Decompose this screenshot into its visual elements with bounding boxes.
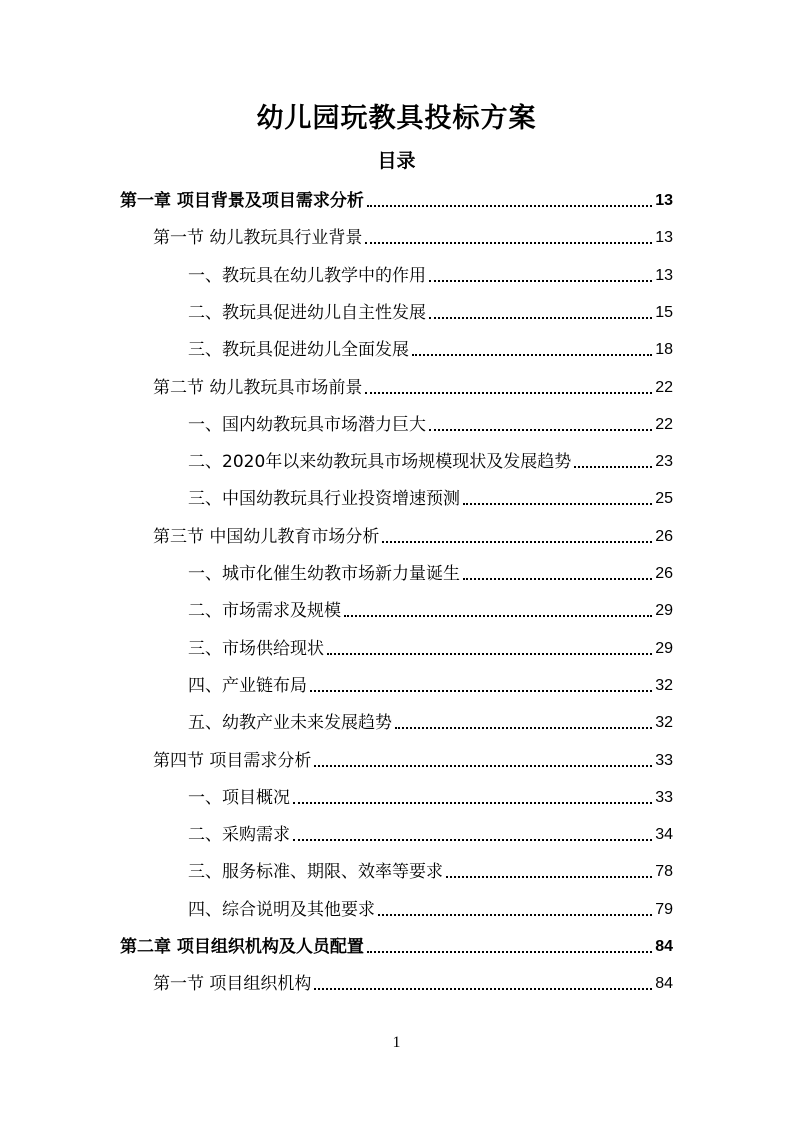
toc-entry-title: 五、幼教产业未来发展趋势 xyxy=(188,713,392,733)
page-number: 1 xyxy=(392,1034,401,1051)
toc-dot-leader xyxy=(429,317,652,319)
toc-dot-leader xyxy=(463,503,652,505)
toc-dot-leader xyxy=(429,429,652,431)
toc-entry-page: 13 xyxy=(655,192,673,209)
toc-entry-level-1[interactable] xyxy=(120,186,673,212)
toc-dot-leader xyxy=(367,951,652,953)
toc-dot-leader xyxy=(378,914,652,916)
toc-entry-title: 三、服务标准、期限、效率等要求 xyxy=(188,862,443,882)
toc-entry-level-2[interactable] xyxy=(153,223,673,249)
toc-entry-title: 二、2020年以来幼教玩具市场规模现状及发展趋势 xyxy=(188,452,572,472)
toc-entry-level-2[interactable] xyxy=(153,373,673,399)
toc-heading: 目录 xyxy=(377,150,416,172)
toc-entry-title: 一、教玩具在幼儿教学中的作用 xyxy=(188,266,426,286)
toc-entry-title: 第二节 幼儿教玩具市场前景 xyxy=(153,378,363,398)
toc-dot-leader xyxy=(365,392,652,394)
toc-entry-level-3[interactable] xyxy=(188,820,673,846)
toc-entry-page: 15 xyxy=(655,304,673,321)
toc-entry-title: 一、城市化催生幼教市场新力量诞生 xyxy=(188,564,460,584)
toc-entry-page: 34 xyxy=(655,826,673,843)
toc-dot-leader xyxy=(293,802,652,804)
toc-entry-page: 33 xyxy=(655,789,673,806)
toc-entry-page: 32 xyxy=(655,677,673,694)
toc-entry-title: 第二章 项目组织机构及人员配置 xyxy=(120,937,364,957)
toc-entry-level-2[interactable] xyxy=(153,522,673,548)
toc-entry-page: 26 xyxy=(655,528,673,545)
toc-entry-page: 29 xyxy=(655,640,673,657)
toc-entry-level-3[interactable] xyxy=(188,895,673,921)
toc-entry-page: 32 xyxy=(655,714,673,731)
toc-dot-leader xyxy=(365,242,652,244)
toc-entry-page: 23 xyxy=(655,453,673,470)
toc-entry-page: 29 xyxy=(655,602,673,619)
toc-entry-title: 第四节 项目需求分析 xyxy=(153,751,312,771)
toc-entry-title: 三、教玩具促进幼儿全面发展 xyxy=(188,340,409,360)
toc-entry-page: 13 xyxy=(655,267,673,284)
toc-dot-leader xyxy=(463,578,652,580)
toc-entry-page: 25 xyxy=(655,490,673,507)
toc-entry-title: 第一章 项目背景及项目需求分析 xyxy=(120,191,364,211)
toc-entry-level-3[interactable] xyxy=(188,335,673,361)
toc-entry-level-3[interactable] xyxy=(188,783,673,809)
toc-dot-leader xyxy=(429,280,652,282)
toc-entry-title: 第三节 中国幼儿教育市场分析 xyxy=(153,527,380,547)
toc-entry-title: 二、市场需求及规模 xyxy=(188,601,341,621)
toc-entry-page: 13 xyxy=(655,229,673,246)
toc-entry-level-3[interactable] xyxy=(188,484,673,510)
toc-entry-title: 二、采购需求 xyxy=(188,825,290,845)
toc-entry-level-3[interactable] xyxy=(188,261,673,287)
toc-entry-level-2[interactable] xyxy=(153,746,673,772)
toc-dot-leader xyxy=(310,690,652,692)
toc-entry-level-2[interactable] xyxy=(153,969,673,995)
toc-entry-page: 78 xyxy=(655,863,673,880)
toc-entry-title: 一、国内幼教玩具市场潜力巨大 xyxy=(188,415,426,435)
toc-entry-title: 三、市场供给现状 xyxy=(188,639,324,659)
toc-entry-title: 二、教玩具促进幼儿自主性发展 xyxy=(188,303,426,323)
toc-dot-leader xyxy=(367,205,652,207)
toc-dot-leader xyxy=(412,354,652,356)
toc-entry-page: 22 xyxy=(655,416,673,433)
toc-entry-page: 26 xyxy=(655,565,673,582)
toc-dot-leader xyxy=(574,466,652,468)
toc-entry-level-3[interactable] xyxy=(188,596,673,622)
toc-dot-leader xyxy=(314,765,652,767)
toc-entry-title: 第一节 项目组织机构 xyxy=(153,974,312,994)
toc-entry-page: 33 xyxy=(655,752,673,769)
toc-entry-title: 四、综合说明及其他要求 xyxy=(188,900,375,920)
toc-entry-level-3[interactable] xyxy=(188,857,673,883)
toc-entry-level-3[interactable] xyxy=(188,298,673,324)
toc-entry-level-3[interactable] xyxy=(188,634,673,660)
toc-dot-leader xyxy=(395,727,652,729)
toc-entry-title: 第一节 幼儿教玩具行业背景 xyxy=(153,228,363,248)
toc-dot-leader xyxy=(382,541,652,543)
toc-entry-level-3[interactable] xyxy=(188,447,673,473)
toc-dot-leader xyxy=(314,988,652,990)
toc-dot-leader xyxy=(293,839,652,841)
toc-entry-page: 84 xyxy=(655,975,673,992)
toc-entry-title: 四、产业链布局 xyxy=(188,676,307,696)
toc-entry-page: 18 xyxy=(655,341,673,358)
toc-entry-level-1[interactable] xyxy=(120,932,673,958)
toc-entry-level-3[interactable] xyxy=(188,410,673,436)
toc-entry-level-3[interactable] xyxy=(188,559,673,585)
toc-dot-leader xyxy=(446,876,652,878)
toc-entry-level-3[interactable] xyxy=(188,708,673,734)
toc-entry-title: 一、项目概况 xyxy=(188,788,290,808)
toc-entry-title: 三、中国幼教玩具行业投资增速预测 xyxy=(188,489,460,509)
toc-dot-leader xyxy=(327,653,652,655)
toc-entry-page: 22 xyxy=(655,379,673,396)
toc-entry-page: 84 xyxy=(655,938,673,955)
toc-dot-leader xyxy=(344,615,652,617)
toc-entry-page: 79 xyxy=(655,901,673,918)
toc-entry-level-3[interactable] xyxy=(188,671,673,697)
document-title: 幼儿园玩教具投标方案 xyxy=(256,103,537,134)
